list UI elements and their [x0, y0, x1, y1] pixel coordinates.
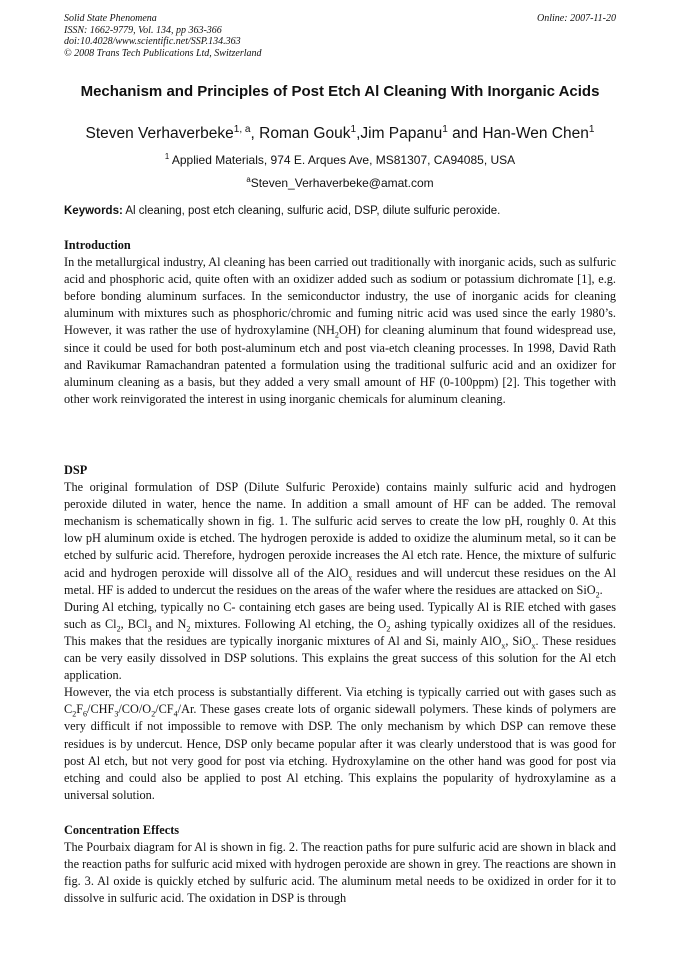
- journal-info: [64, 13, 616, 59]
- author-4-sup: 1: [588, 123, 595, 135]
- dsp-heading: DSP: [64, 463, 88, 477]
- keywords: [64, 205, 616, 217]
- journal-copyright: © 2008 Trans Tech Publications Ltd, Switzerland: [64, 47, 262, 59]
- author-1: Steven Verhaverbeke: [85, 125, 234, 142]
- dsp-paragraph-1: The original formulation of DSP (Dilute Sulfuric Peroxide) contains mainly sulfuric acid and hydrogen peroxide diluted in water, hence the name. In addition a small amount of HF can be added. The removal mechanism is schematically shown in fig. 1. The sulfuric acid serves to create the low pH, roughly 0. At this low pH aluminum oxide is etched. The hydrogen peroxide is added to oxidize the aluminum metal, so it can be etched by sulfuric acid. Therefore, hydrogen peroxide increases the Al etch rate. Hence, the mixture of sulfuric acid and hydrogen peroxide will dissolve all of the AlO$_x$ residues and will undercut these residues on the Al metal. HF is added to undercut the residues on the areas of the wafer where the residues are attacked on SiO$_2$.: [64, 480, 616, 600]
- affiliation-text: Applied Materials, 974 E. Arques Ave, MS81307, CA94085, USA: [169, 153, 516, 167]
- dsp-section: [64, 462, 616, 804]
- author-list: [64, 124, 616, 144]
- email-link[interactable]: Steven_Verhaverbeke@amat.com: [250, 176, 434, 190]
- concentration-paragraph: The Pourbaix diagram for Al is shown in fig. 2. The reaction paths for pure sulfuric acid are shown in black and the reaction paths for sulfuric acid mixed with hydrogen peroxide are shown in grey. The reactions are shown in fig. 3. Al oxide is quickly etched by sulfuric acid. The aluminum metal needs to be oxidized in order for it to dissolve in sulfuric acid. The oxidation in DSP is through: [64, 840, 616, 906]
- affiliation-sup: 1: [164, 152, 170, 161]
- author-2-sup: 1: [350, 123, 357, 135]
- concentration-heading: Concentration Effects: [64, 823, 180, 837]
- journal-header: [64, 13, 616, 59]
- journal-name: Solid State Phenomena: [64, 13, 157, 24]
- introduction-heading: Introduction: [64, 238, 131, 252]
- dsp-paragraph-2: During Al etching, typically no C- containing etch gases are being used. Typically Al is RIE etched with gases such as $Cl_2$, BCl$_3$ and $N_2$ mixtures. Following Al etching, the $O_2$ ashing typically oxidizes all of the residues. This makes that the residues are typically inorganic mixtures of Al and Si, mainly AlO$_x$, SiO$_x$. These residues can be very easily dissolved in DSP solutions. This explains the great success of this solution for the Al etch application.: [64, 599, 616, 683]
- author-3-sup: 1: [442, 123, 448, 135]
- introduction-paragraph: In the metallurgical industry, Al cleaning has been carried out traditionally with inorganic acids, such as sulfuric acid and phosphoric acid, quite often with an oxidizer added such as sodium or potassium dichromate [1], e.g. before bonding aluminum surfaces. In the semiconductor industry, the use of inorganic acids for cleaning aluminum with mixtures such as phosphoric/chromic and fuming nitric acid was used since the early 1980’s. However, it was rather the use of hydroxylamine $(NH_2OH)$ for cleaning aluminum that found widespread use, since it could be used for both post-aluminum etch and post via-etch cleaning processes. In 1998, David Rath and Ravikumar Ramachandran patented a formulation using the traditional sulfuric acid and an oxidizer for aluminum cleaning as a basis, but they added a very small amount of HF (0-100ppm) [2]. This together with other work reinvigorated the interest in using inorganic chemicals for aluminum cleaning.: [64, 255, 616, 406]
- dsp-paragraph-3: However, the via etch process is substantially different. Via etching is typically carried out with gases such as $C_2F_6/CHF_3/CO/O_2/CF_4/Ar$. These gases create lots of organic sidewall polymers. These kinds of polymers are very difficult if not impossible to remove with DSP. The only mechanism by which DSP can remove these residues is by undercut. Hence, DSP only became popular after it was clearly understood that is was good for post Al etch, but not very good for post via etching. Hydroxylamine on the other hand was good for post via etching and could also be applied to post Al etching. This explains the popularity of hydroxylamine as a universal solution.: [64, 685, 616, 802]
- author-email: [64, 176, 616, 190]
- introduction-section: [64, 237, 616, 408]
- email-sup: a: [246, 175, 251, 184]
- affiliation: [64, 153, 616, 167]
- author-1-sup: 1, a: [233, 123, 251, 135]
- paper-title: Mechanism and Principles of Post Etch Al Cleaning With Inorganic Acids: [80, 83, 600, 100]
- author-3: ,Jim Papanu: [356, 125, 443, 142]
- keywords-label: Keywords:: [64, 205, 123, 217]
- journal-doi: doi:10.4028/www.scientific.net/SSP.134.363: [64, 36, 241, 47]
- online-date: Online: 2007-11-20: [537, 13, 616, 24]
- author-2: , Roman Gouk: [250, 125, 351, 142]
- journal-issn: ISSN: 1662-9779, Vol. 134, pp 363-366: [64, 24, 222, 36]
- author-4: and Han-Wen Chen: [447, 125, 589, 142]
- keywords-text: Al cleaning, post etch cleaning, sulfuric acid, DSP, dilute sulfuric peroxide.: [122, 205, 501, 217]
- concentration-section: [64, 822, 616, 907]
